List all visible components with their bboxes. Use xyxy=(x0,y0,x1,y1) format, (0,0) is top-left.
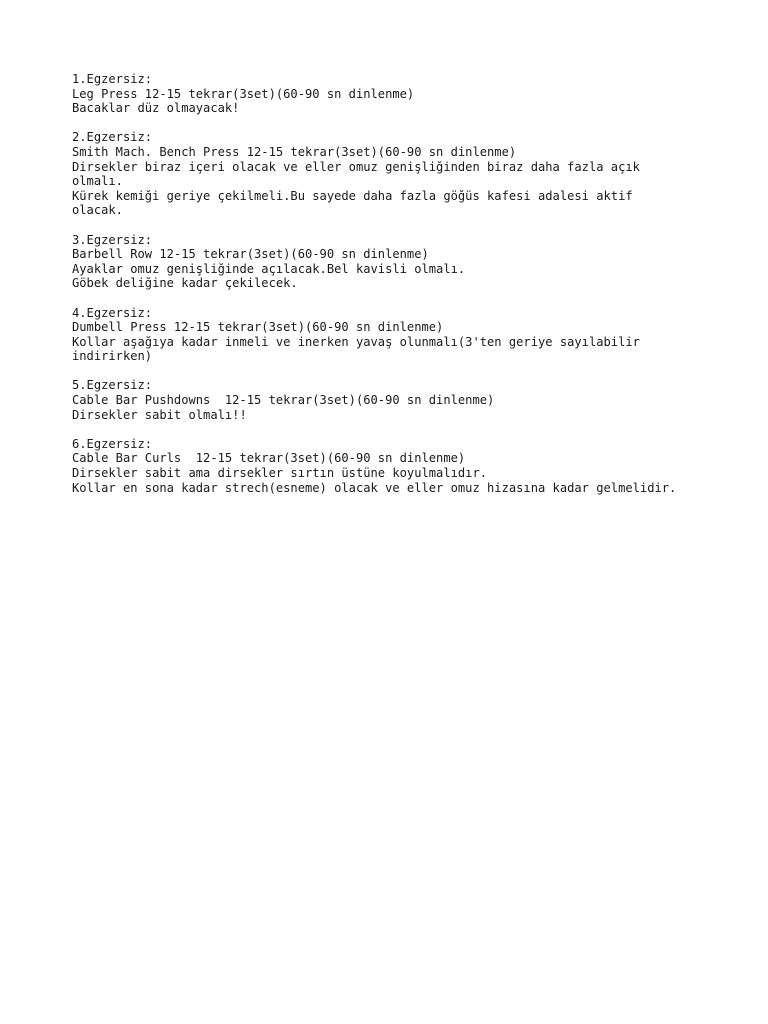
exercise-line: Cable Bar Curls 12-15 tekrar(3set)(60-90 sn dinlenme) xyxy=(72,451,466,466)
exercise-line: Kollar aşağıya kadar inmeli ve inerken yavaş olunmalı(3'ten geriye sayılabilir indirirken) xyxy=(72,334,640,364)
exercise-line: Dirsekler sabit olmalı!! xyxy=(72,407,247,422)
exercise-line: Bacaklar düz olmayacak! xyxy=(72,101,240,116)
exercise-line: Dumbell Press 12-15 tekrar(3set)(60-90 sn dinlenme) xyxy=(72,320,444,335)
exercise-6 xyxy=(72,437,712,495)
exercise-heading: 1.Egzersiz: xyxy=(72,72,153,86)
exercise-heading: 3.Egzersiz: xyxy=(72,232,153,247)
exercise-5 xyxy=(72,378,712,422)
exercise-3 xyxy=(72,233,712,291)
exercise-heading: 2.Egzersiz: xyxy=(72,130,153,145)
exercise-2 xyxy=(72,130,712,218)
exercise-line: Barbell Row 12-15 tekrar(3set)(60-90 sn dinlenme) xyxy=(72,247,429,262)
exercise-1 xyxy=(72,72,712,116)
exercise-line: Leg Press 12-15 tekrar(3set)(60-90 sn dinlenme) xyxy=(72,86,415,101)
exercise-line: Göbek deliğine kadar çekilecek. xyxy=(72,276,298,291)
exercise-heading: 5.Egzersiz: xyxy=(72,378,153,393)
exercise-line: Ayaklar omuz genişliğinde açılacak.Bel kavisli olmalı. xyxy=(72,261,466,276)
exercise-heading: 4.Egzersiz: xyxy=(72,305,153,320)
exercise-line: Dirsekler sabit ama dirsekler sırtın üstüne koyulmalıdır. xyxy=(72,466,488,481)
exercise-line: Smith Mach. Bench Press 12-15 tekrar(3set)(60-90 sn dinlenme) xyxy=(72,144,517,159)
exercise-4 xyxy=(72,306,712,364)
exercise-line: Dirsekler biraz içeri olacak ve eller omuz genişliğinden biraz daha fazla açık olmalı. xyxy=(72,159,640,189)
exercise-line: Kürek kemiği geriye çekilmeli.Bu sayede daha fazla göğüs kafesi adalesi aktif olacak. xyxy=(72,188,633,218)
exercise-line: Cable Bar Pushdowns 12-15 tekrar(3set)(60-90 sn dinlenme) xyxy=(72,393,495,408)
exercise-heading: 6.Egzersiz: xyxy=(72,436,153,451)
exercise-line: Kollar en sona kadar strech(esneme) olacak ve eller omuz hizasına kadar gelmelidir. xyxy=(72,480,677,495)
document-page xyxy=(72,72,712,510)
